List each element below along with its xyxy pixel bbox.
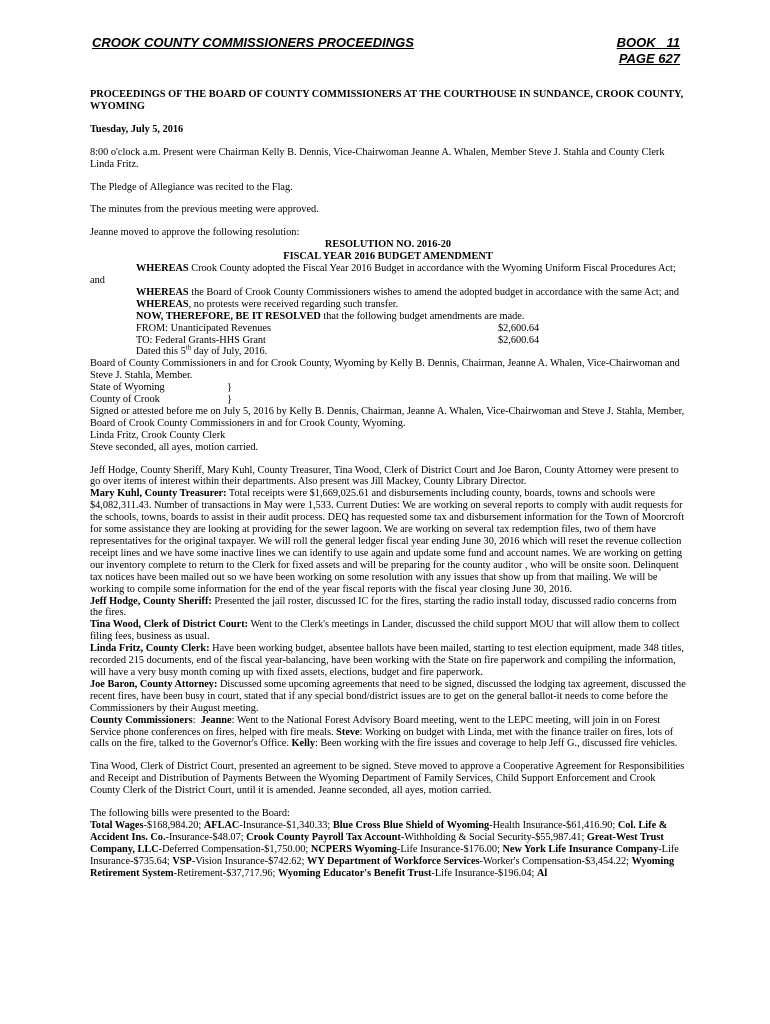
report-text: : Went to the National Forest Advisory Board meeting, went to the LEPC meeting, will join in on Forest Service phone conferences on fires, helped with fire meals. — [90, 714, 661, 738]
bill-payee: Crook County Payroll Tax Account — [246, 831, 401, 843]
bill-payee: WY Department of Workforce Services — [307, 855, 480, 867]
bill-payee: Blue Cross Blue Shield of Wyoming — [332, 819, 490, 831]
officials-intro: Jeff Hodge, County Sheriff, Mary Kuhl, County Treasurer, Tina Wood, Clerk of District Court and Joe Baron, County Attorney were present to go over items of interest within their departments. Also present was Jill Mackey, County Library Director. — [90, 464, 679, 488]
agreement-paragraph: Tina Wood, Clerk of District Court, presented an agreement to be signed. Steve moved to approve a Cooperative Agreement for Responsibilities and Receipt and Distribution of Payments Between the Wyoming Department of Family Services, Child Support Enforcement and Crook County Clerk of the District Court, until it is amended. Jeanne seconded, all ayes, motion carried. — [90, 761, 685, 797]
bill-detail: -Insurance-$48.07; — [165, 831, 247, 843]
bill-detail: -Vision Insurance-$742.62; — [191, 855, 308, 867]
bill-payee: AFLAC — [203, 819, 240, 831]
county-clerk-report — [90, 643, 686, 679]
bill-payee: Al — [536, 867, 548, 879]
commissioners-report — [90, 715, 686, 751]
bills-section — [90, 808, 686, 879]
bill-detail: -Retirement-$37,717.96; — [173, 867, 278, 879]
to-label: TO: Federal Grants-HHS Grant — [136, 334, 266, 346]
whereas-label: WHEREAS — [136, 286, 189, 298]
report-text: Have been working budget, absentee ballots have been mailed, starting to test election equipment, made 348 titles, recorded 215 documents, end of the fiscal year-balancing, have been working with the State on fire paperwork and compiling the information, will have a very busy month coming up with fixed assets, elections, budget and fire paperwork. — [90, 643, 684, 678]
resolution-subtitle: FISCAL YEAR 2016 BUDGET AMENDMENT — [283, 251, 493, 263]
dated-text-end: day of July, 2016. — [191, 346, 268, 358]
county-line — [90, 394, 686, 406]
bill-detail: -Life Insurance-$735.64; — [90, 843, 679, 867]
report-label: Mary Kuhl, County Treasurer: — [90, 488, 227, 500]
bill-payee: New York Life Insurance Company — [502, 843, 659, 855]
commissioner-name: Kelly — [291, 738, 315, 750]
bill-payee: Great-West Trust Company, LLC — [90, 831, 664, 855]
report-label: Jeff Hodge, County Sheriff: — [90, 595, 212, 607]
resolved-label: NOW, THEREFORE, BE IT RESOLVED — [136, 310, 321, 322]
amendment-from — [90, 323, 686, 335]
report-text: : Been working with the fire issues and coverage to help Jeff G., discussed fire vehicles. — [314, 738, 678, 750]
report-text: Total receipts were $1,669,025.61 and disbursements including county, boards, towns and schools were $4,082,311.43. Number of transactions in May were 1,533. Current Duties: We are working on several reports to comply with audit requests for the schools, towns, boards to assist in their audit process. DEQ has requested some tax and disbursement information for the Town of Moorcroft for some assistance they are looking at providing for the sewer lagoon. We are working on several tax redemption files, two of them have representatives for the original taxpayer. We will roll the general ledger fiscal year ending June 30, 2016 which will reset the revenue collection receipt lines and we have some inactive lines we can identify to use again and update some fund and account names. We are working on getting our inventory complete to return to the Clerk for fixed assets and will be preparing for the county auditor , who will be onsite soon. Delinquent tax notices have been mailed out so we have been working on some resolution with any issues that show up from that mailing. We will be working to compile some information for the end of the year fiscal reports with the fiscal year closing June 30, 2016. — [90, 488, 685, 595]
officials-reports — [90, 465, 686, 751]
bill-detail: -Life Insurance-$176.00; — [396, 843, 503, 855]
bill-detail: -Life Insurance-$196.04; — [431, 867, 537, 879]
pledge-paragraph: The Pledge of Allegiance was recited to the Flag. — [90, 181, 293, 193]
attestation: Signed or attested before me on July 5, 2016 by Kelly B. Dennis, Chairman, Jeanne A. Whalen, Vice-Chairwoman and Steve J. Stahla, Member, Board of Crook County Commissioners in and for Crook County, Wyoming. — [90, 405, 685, 429]
bill-detail: -Health Insurance-$61,416.90; — [489, 819, 618, 831]
resolved-clause — [90, 311, 686, 323]
attendance-paragraph: 8:00 o'clock a.m. Present were Chairman Kelly B. Dennis, Vice-Chairwoman Jeanne A. Whalen, Member Steve J. Stahla and County Clerk Linda Fritz. — [90, 146, 665, 170]
report-text: : Working on budget with Linda, met with the finance trailer on fires, lots of calls on the fire, talked to the Governor's Office. — [90, 726, 674, 750]
commissioner-name: Jeanne — [200, 714, 232, 726]
from-label: FROM: Unanticipated Revenues — [136, 322, 271, 334]
whereas-1 — [90, 263, 686, 287]
county-brace: } — [227, 394, 232, 406]
report-text: Discussed some upcoming agreements that need to be signed, discussed the lodging tax agreement, discussed the recent fires, have been busy in court, stated that if any special bond/district issues are to get on the general ballot-it needs to come before the Commissioners by their August meeting. — [90, 678, 686, 714]
bill-payee: Wyoming Retirement System — [90, 855, 675, 879]
bill-payee: Wyoming Educator's Benefit Trust — [277, 867, 432, 879]
report-label: Joe Baron, County Attorney: — [90, 678, 218, 690]
bill-payee: Col. Life & Accident Ins. Co. — [90, 819, 668, 843]
whereas-2 — [90, 287, 686, 299]
dated-text: Dated this 5 — [136, 346, 186, 358]
state-line — [90, 382, 686, 394]
report-label: Tina Wood, Clerk of District Court: — [90, 619, 249, 631]
whereas-3 — [90, 299, 686, 311]
bill-payee: Total Wages — [90, 819, 144, 831]
resolution-number: RESOLUTION NO. 2016-20 — [324, 239, 452, 251]
from-amount: $2,600.64 — [498, 322, 540, 334]
amendment-to — [90, 335, 686, 347]
header-book: BOOK 11 — [616, 35, 680, 50]
bills-list — [90, 820, 686, 880]
county-label: County of Crook — [90, 394, 160, 406]
report-text: Presented the jail roster, discussed IC for the fires, starting the radio install today, discussed radio concerns from the fires. — [90, 595, 677, 619]
whereas-label: WHEREAS — [136, 263, 189, 275]
minutes-paragraph: The minutes from the previous meeting were approved. — [90, 204, 319, 216]
sheriff-report — [90, 596, 686, 620]
to-amount: $2,600.64 — [498, 334, 540, 346]
resolution-block — [90, 227, 686, 453]
header-title: CROOK COUNTY COMMISSIONERS PROCEEDINGS — [92, 35, 414, 50]
dated-line — [90, 343, 686, 358]
bills-intro: The following bills were presented to the Board: — [90, 808, 290, 820]
district-clerk-report — [90, 619, 686, 643]
bill-detail: -$168,984.20; — [143, 819, 204, 831]
board-signature: Board of County Commissioners in and for Crook County, Wyoming by Kelly B. Dennis, Chairman, Jeanne A. Whalen, Vice-Chairwoman and Steve J. Stahla, Member. — [90, 358, 680, 382]
resolved-text: that the following budget amendments are made. — [320, 310, 525, 322]
resolution-seconded: Steve seconded, all ayes, motion carried. — [90, 441, 259, 453]
treasurer-report — [90, 488, 686, 595]
whereas-label: WHEREAS — [136, 298, 189, 310]
whereas-text: , no protests were received regarding such transfer. — [188, 298, 399, 310]
report-separator: : — [192, 714, 201, 726]
report-text: Went to the Clerk's meetings in Lander, discussed the child support MOU that will allow them to collect filing fees, business as usual. — [90, 619, 680, 643]
bill-payee: NCPERS Wyoming — [310, 843, 397, 855]
state-label: State of Wyoming — [90, 382, 165, 394]
header-book-page — [617, 35, 680, 67]
dated-superscript: th — [185, 343, 192, 352]
bill-payee: VSP — [172, 855, 192, 867]
meeting-date: Tuesday, July 5, 2016 — [90, 123, 184, 135]
document-body — [90, 89, 686, 879]
whereas-text: the Board of Crook County Commissioners wishes to amend the adopted budget in accordance with the same Act; and — [188, 286, 680, 298]
whereas-text: Crook County adopted the Fiscal Year 2016 Budget in accordance with the Wyoming Uniform Fiscal Procedures Act; and — [90, 263, 676, 286]
report-label: Linda Fritz, County Clerk: — [90, 643, 210, 655]
resolution-motion: Jeanne moved to approve the following resolution: — [90, 227, 300, 239]
header-page: PAGE 627 — [618, 51, 680, 66]
attorney-report — [90, 679, 686, 715]
bill-detail: -Withholding & Social Security-$55,987.41; — [400, 831, 587, 843]
report-label: County Commissioners — [90, 714, 193, 726]
commissioner-name: Steve — [336, 726, 360, 738]
bill-detail: -Worker's Compensation-$3,454.22; — [479, 855, 632, 867]
clerk-signature: Linda Fritz, Crook County Clerk — [90, 429, 226, 441]
bill-detail: -Deferred Compensation-$1,750.00; — [158, 843, 311, 855]
bill-detail: -Insurance-$1,340.33; — [239, 819, 333, 831]
proceedings-heading: PROCEEDINGS OF THE BOARD OF COUNTY COMMISSIONERS AT THE COURTHOUSE IN SUNDANCE, CROOK COUNTY, WYOMING — [90, 89, 684, 112]
state-brace: } — [227, 382, 232, 394]
